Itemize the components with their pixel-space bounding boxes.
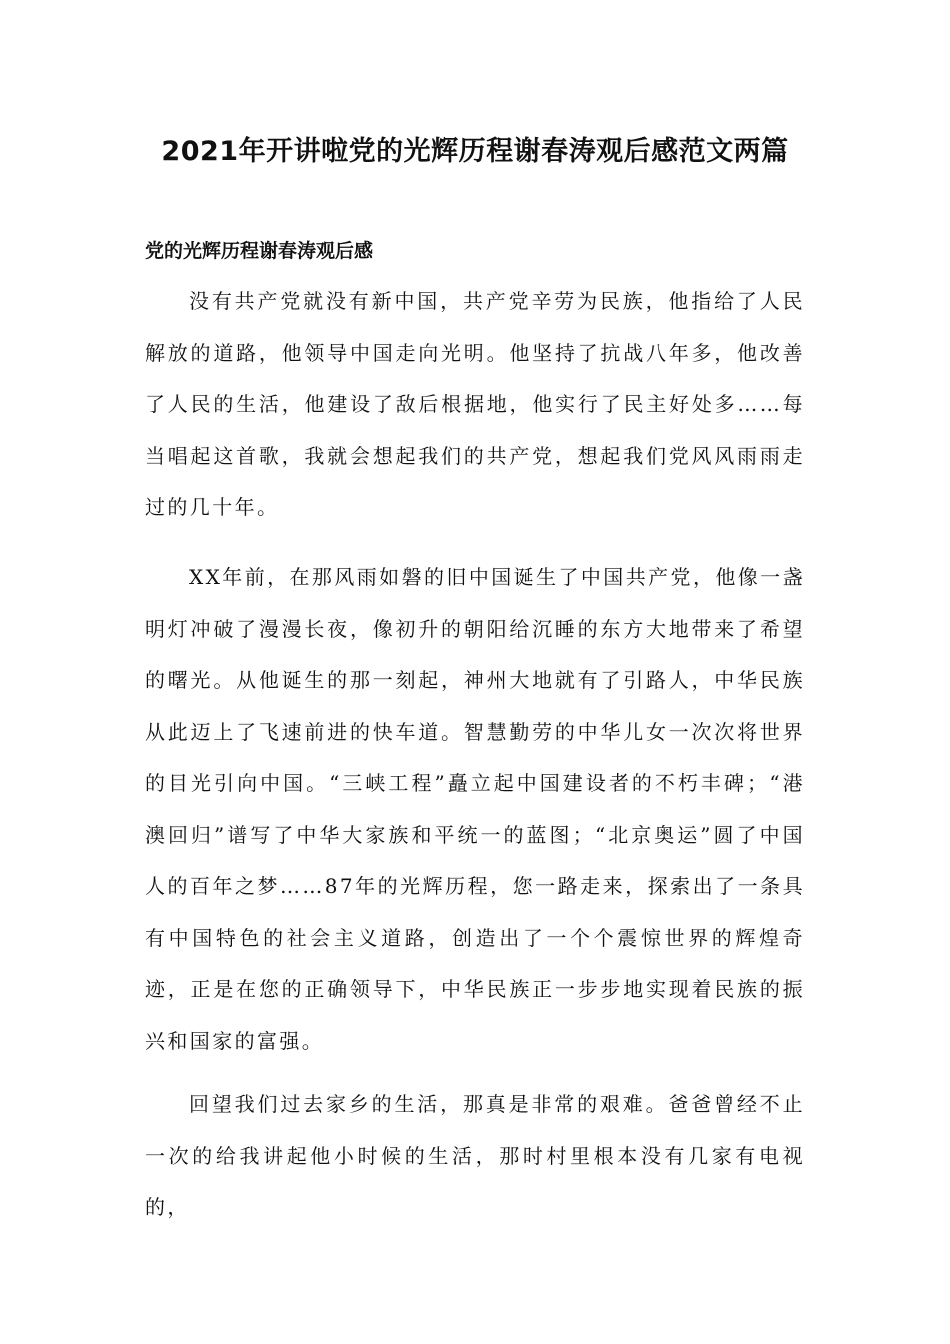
paragraph: 没有共产党就没有新中国，共产党辛劳为民族，他指给了人民解放的道路，他领导中国走向光明。他坚持了抗战八年多，他改善了人民的生活，他建设了敌后根据地，他实行了民主好处多……每当唱起这首歌，我就会想起我们的共产党，想起我们党风风雨雨走过的几十年。 [145,289,805,519]
paragraph: XX年前，在那风雨如磐的旧中国诞生了中国共产党，他像一盏明灯冲破了漫漫长夜，像初升的朝阳给沉睡的东方大地带来了希望的曙光。从他诞生的那一刻起，神州大地就有了引路人，中华民族从此迈上了飞速前进的快车道。智慧勤劳的中华儿女一次次将世界的目光引向中国。“三峡工程”矗立起中国建设者的不朽丰碑；“港澳回归”谱写了中华大家族和平统一的蓝图；“北京奥运”圆了中国人的百年之梦……87年的光辉历程，您一路走来，探索出了一条具有中国特色的社会主义道路，创造出了一个个震惊世界的辉煌奇迹，正是在您的正确领导下，中华民族正一步步地实现着民族的振兴和国家的富强。 [145,565,805,1053]
paragraph: 回望我们过去家乡的生活，那真是非常的艰难。爸爸曾经不止一次的给我讲起他小时候的生活，那时村里根本没有几家有电视的， [145,1092,805,1219]
section-heading: 党的光辉历程谢春涛观后感 [145,240,374,262]
document-title: 2021年开讲啦党的光辉历程谢春涛观后感范文两篇 [161,136,789,167]
